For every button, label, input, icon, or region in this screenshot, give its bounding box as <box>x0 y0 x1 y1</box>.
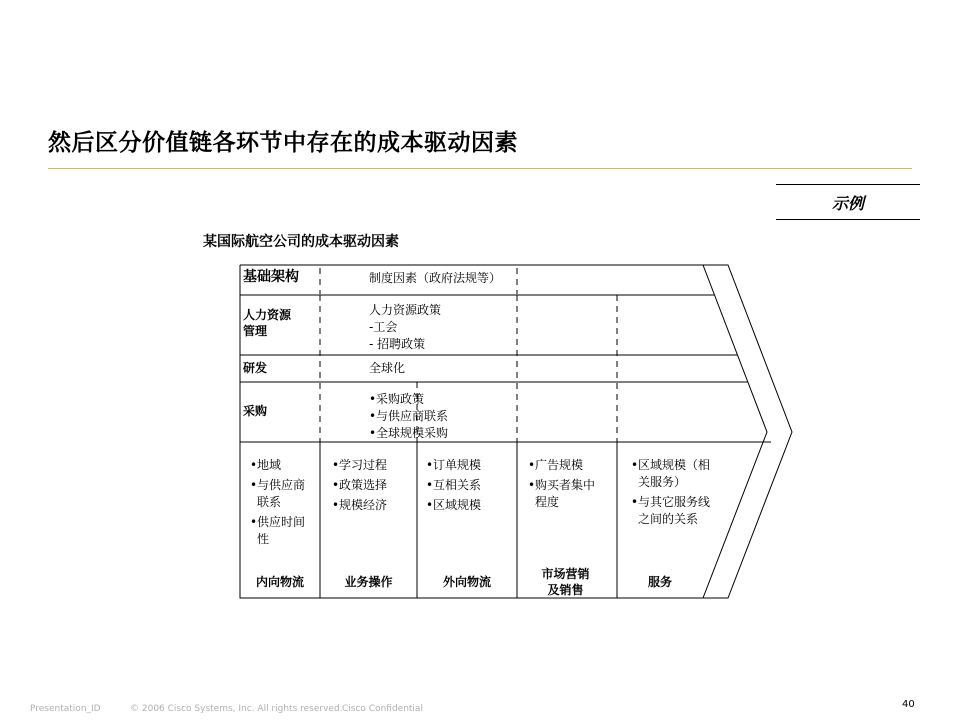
page-number: 40 <box>902 699 915 710</box>
inbound-logistics-drivers <box>250 457 318 551</box>
hr-drivers <box>369 302 441 353</box>
procurement-driver: • 全球规模采购 <box>369 425 448 442</box>
inbound-driver: • 供应时间 性 <box>250 514 318 548</box>
service-drivers <box>631 457 727 531</box>
service-driver: • 与其它服务线 之间的关系 <box>631 494 727 528</box>
outbound-driver: • 互相关系 <box>426 477 514 494</box>
example-label: 示例 <box>776 184 920 220</box>
support-label-hr: 人力资源 管理 <box>243 308 292 338</box>
value-chain-outline <box>240 265 767 598</box>
marketing-driver: • 广告规模 <box>528 457 614 474</box>
hr-driver: 人力资源政策 <box>369 303 442 317</box>
operations-driver: • 规模经济 <box>332 497 414 514</box>
service-driver: • 区域规模（相 关服务） <box>631 457 727 491</box>
inbound-driver: • 与供应商 联系 <box>250 477 318 511</box>
outbound-driver: • 区域规模 <box>426 497 514 514</box>
procurement-drivers <box>369 391 448 442</box>
primary-label-inbound-logistics: 内向物流 <box>255 575 304 589</box>
inbound-driver: • 地域 <box>250 457 318 474</box>
support-label-infrastructure: 基础架构 <box>243 269 299 285</box>
diagram-subtitle: 某国际航空公司的成本驱动因素 <box>203 234 399 250</box>
marketing-sales-drivers <box>528 457 614 514</box>
footer-presentation-id: Presentation_ID <box>30 704 101 714</box>
primary-label-marketing-sales: 市场营销 及销售 <box>541 567 590 597</box>
outbound-driver: • 订单规模 <box>426 457 514 474</box>
hr-driver: - 招聘政策 <box>369 337 426 351</box>
outbound-logistics-drivers <box>426 457 514 517</box>
primary-label-outbound-logistics: 外向物流 <box>442 575 491 589</box>
support-label-procurement: 采购 <box>243 404 268 418</box>
operations-drivers <box>332 457 414 517</box>
footer-confidential: Cisco Confidential <box>342 704 423 714</box>
procurement-driver: • 采购政策 <box>369 391 448 408</box>
primary-label-service: 服务 <box>647 575 672 589</box>
operations-driver: • 政策选择 <box>332 477 414 494</box>
marketing-driver: • 购买者集中 程度 <box>528 477 614 511</box>
procurement-driver: • 与供应商联系 <box>369 408 448 425</box>
value-chain-arrow <box>703 265 792 598</box>
footer-copyright: © 2006 Cisco Systems, Inc. All rights reserved. <box>130 704 343 714</box>
rd-driver: 全球化 <box>369 361 406 375</box>
infrastructure-driver: 制度因素（政府法规等） <box>369 271 502 285</box>
operations-driver: • 学习过程 <box>332 457 414 474</box>
support-label-rd: 研发 <box>243 361 268 375</box>
hr-driver: -工会 <box>369 320 398 334</box>
page-title: 然后区分价值链各环节中存在的成本驱动因素 <box>48 130 518 156</box>
primary-label-operations: 业务操作 <box>344 575 393 589</box>
